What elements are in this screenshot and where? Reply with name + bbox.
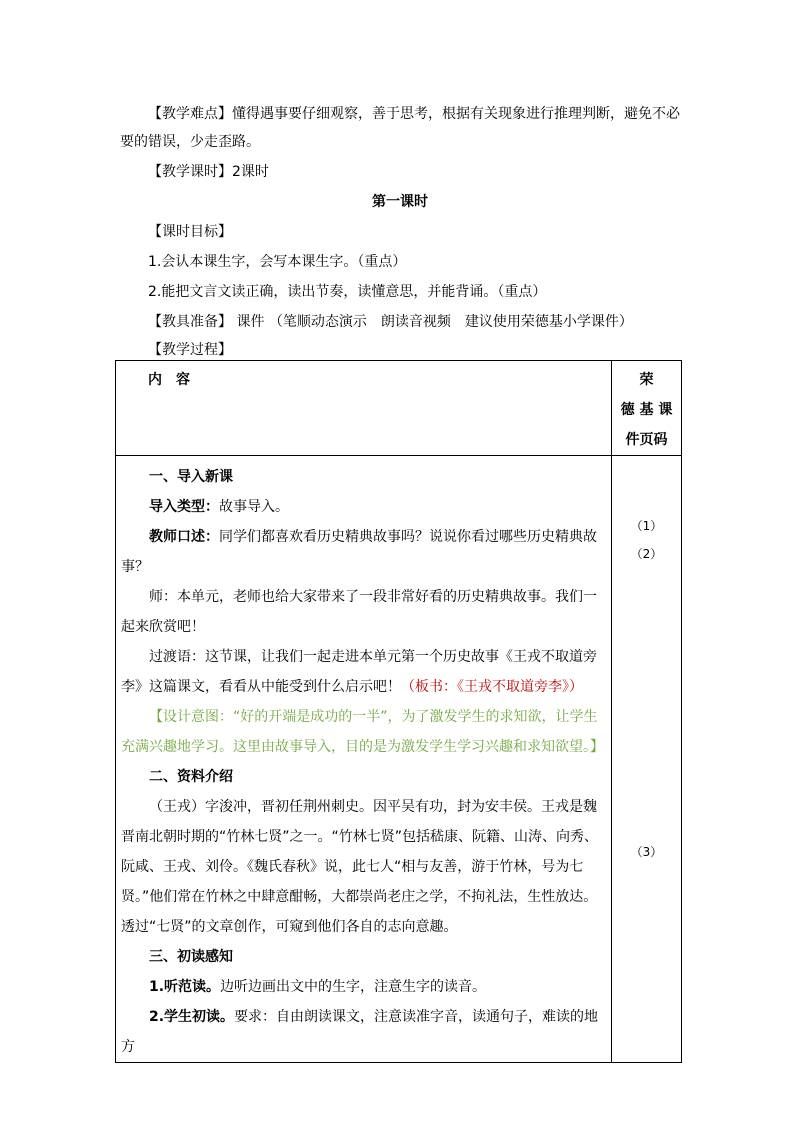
teacher-label: 教师口述： (149, 529, 219, 545)
transition-text: 过渡语：这节课，让我们一起走进本单元第一个历史故事《王戎不取道旁李》这篇课文，看看从中能受到什么启示吧！ (121, 649, 597, 695)
process-label: 【教学过程】 (148, 342, 232, 358)
section-2-title: 二、资料介绍 (149, 769, 233, 785)
page-ref-2: （2） (630, 547, 663, 561)
listen-label: 1.听范读。 (149, 979, 221, 995)
difficulty-text: 懂得遇事要仔细观察，善于思考，根据有关现象进行推理判断，避免不必要的错误，少走歪路。 (120, 106, 680, 150)
hours-text: 2课时 (232, 164, 269, 180)
board-text: （板书：《王戎不取道旁李》） (401, 679, 583, 695)
teaching-difficulty (120, 100, 680, 156)
tools-label: 【教具准备】 (148, 314, 232, 330)
table-body-row (116, 456, 682, 1063)
header-content-label: 内 容 (148, 372, 190, 388)
page-ref-1: （1） (630, 519, 663, 533)
section-3-title: 三、初读感知 (149, 949, 233, 965)
header-side-cell (612, 361, 682, 456)
table-header-row (116, 361, 682, 456)
type-text: 故事导入。 (219, 499, 289, 515)
lesson-title: 第一课时 (372, 194, 428, 210)
type-label: 导入类型： (149, 499, 219, 515)
listen-text: 边听边画出文中的生字，注意生字的读音。 (220, 979, 487, 995)
material-paragraph: （王戎）字浚冲，晋初任荆州刺史。因平吴有功，封为安丰侯。王戎是魏晋南北朝时期的“竹林七贤”之一。“竹林七贤”包括嵇康、阮籍、山涛、向秀、阮咸、王戎、刘伶。《魏氏春秋》说，此七人“相与友善，游于竹林，号为七贤。”他们常在竹林之中肆意酣畅，大都崇尚老庄之学，不拘礼法，生性放达。透过“七贤”的文章创作，可窥到他们各自的志向意趣。 (121, 799, 599, 935)
transition-paragraph (121, 642, 606, 702)
header-side-line-3: 件页码 (625, 432, 668, 448)
hours-label: 【教学课时】 (148, 164, 232, 180)
intro-type (121, 492, 606, 522)
header-content-cell (116, 361, 612, 456)
listen-step (121, 972, 606, 1002)
teacher-text: 同学们都喜欢看历史精典故事吗？说说你看过哪些历史精典故事？ (121, 529, 597, 575)
student-label: 2.学生初读。 (149, 1009, 235, 1025)
teaching-hours (120, 158, 680, 186)
difficulty-label: 【教学难点】 (148, 106, 232, 122)
goal-label: 【课时目标】 (148, 224, 232, 240)
header-side-line-1: 荣 (639, 372, 654, 388)
goal-item-2: 2.能把文言文读正确，读出节奏，读懂意思，并能背诵。（重点） (148, 284, 547, 300)
teacher-shi: 师：本单元，老师也给大家带来了一段非常好看的历史精典故事。我们一起来欣赏吧！ (121, 589, 597, 635)
lesson-table (115, 360, 682, 1063)
page-ref-3: （3） (630, 845, 663, 859)
side-cell (612, 456, 682, 1063)
section-1-title: 一、导入新课 (149, 469, 233, 485)
student-step (121, 1002, 606, 1062)
design-intent: 【设计意图：“好的开端是成功的一半”，为了激发学生的求知欲，让学生充满兴趣地学习。这里由故事导入，目的是为激发学生学习兴趣和求知欲望。】 (121, 709, 604, 755)
teacher-speech (121, 522, 606, 582)
content-cell (116, 456, 612, 1063)
tools-text: 课件 （笔顺动态演示 朗读音视频 建议使用荣德基小学课件） (236, 314, 633, 330)
tools-prep (120, 308, 680, 336)
goal-item-1: 1.会认本课生字，会写本课生字。（重点） (148, 254, 407, 270)
student-text: 要求：自由朗读课文，注意读准字音，读通句子，难读的地方 (121, 1009, 599, 1055)
header-side-line-2: 德 基 课 (620, 402, 673, 418)
